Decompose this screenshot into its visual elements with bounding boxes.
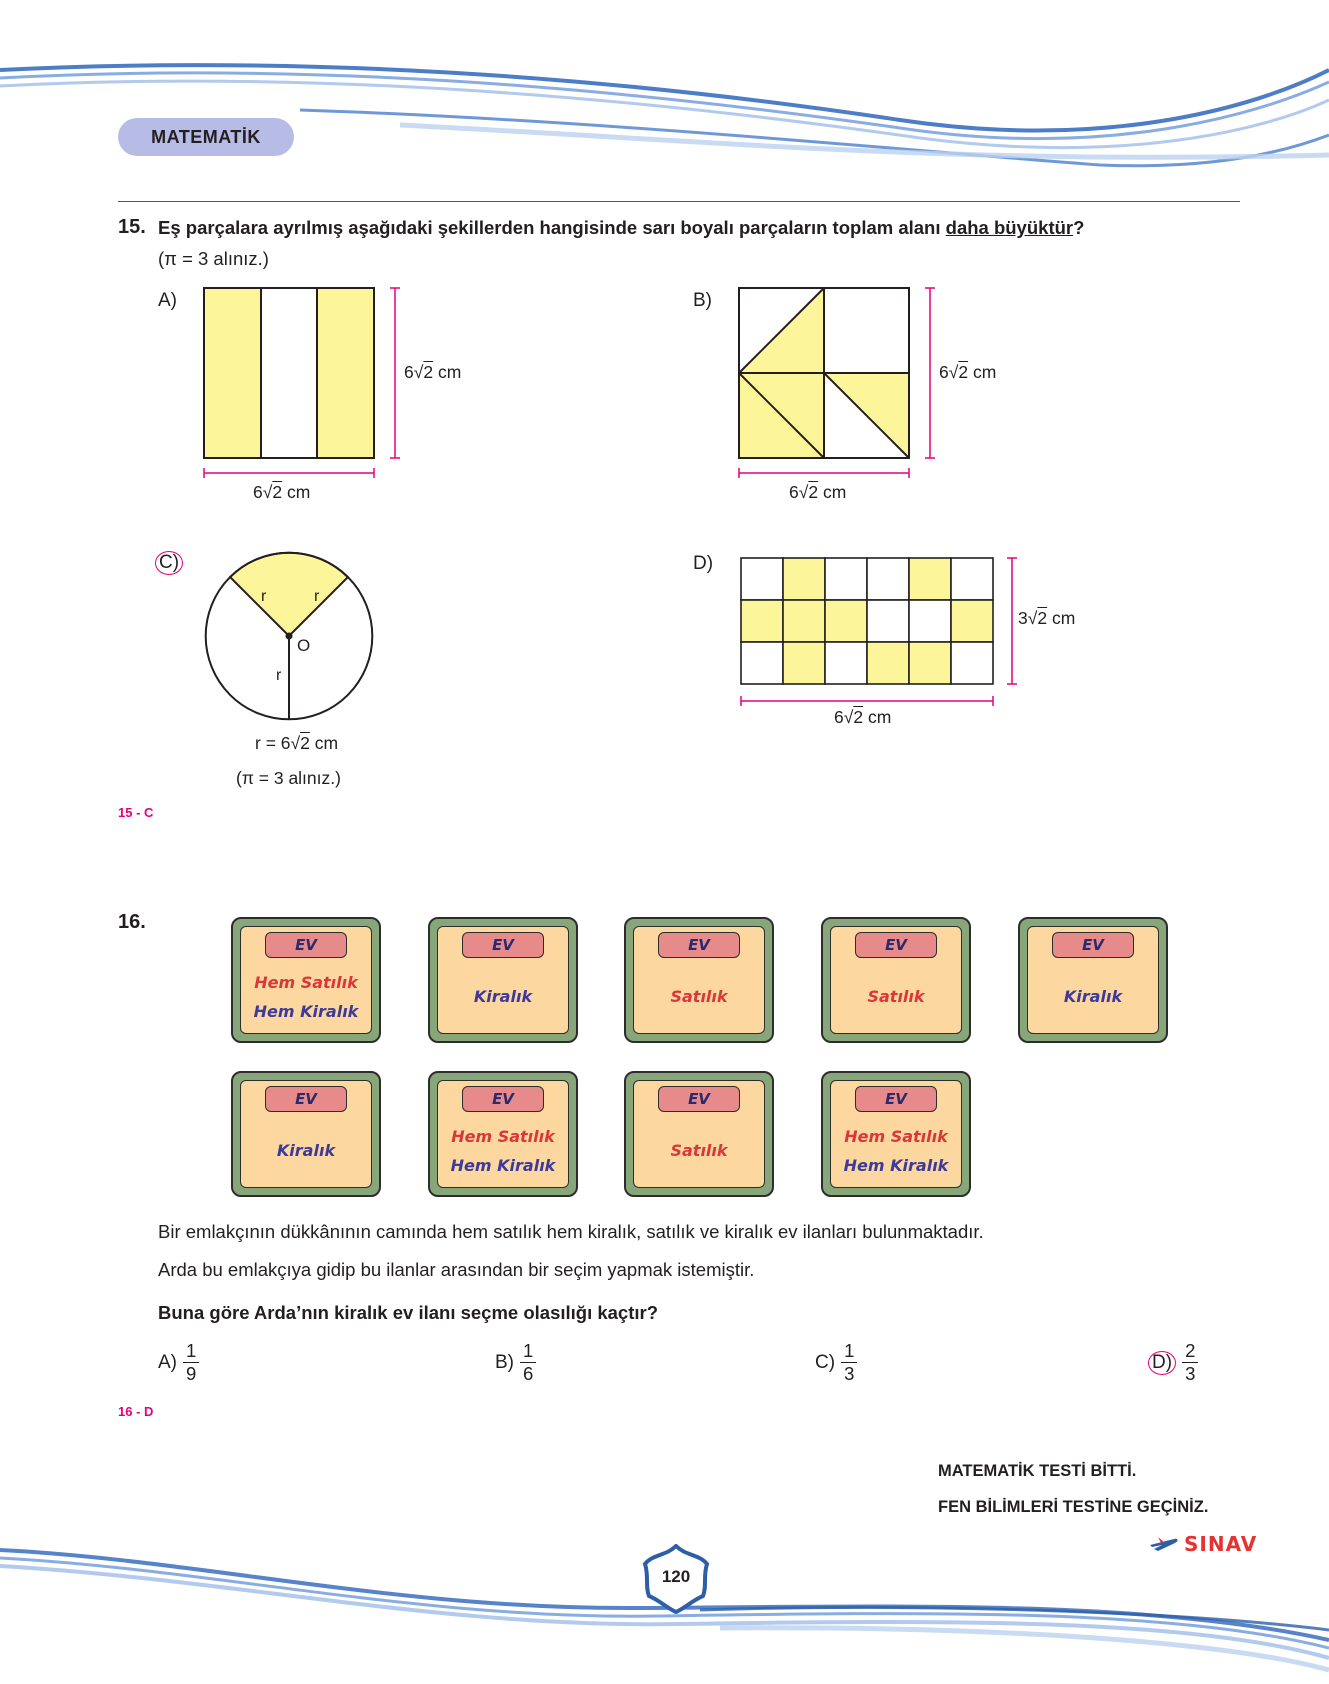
q16-paragraph-2: Arda bu emlakçıya gidip bu ilanlar arasından bir seçim yapmak istemiştir.	[158, 1259, 755, 1280]
listing-card-line: Hem Kiralık	[253, 1001, 359, 1021]
q16-choice-b[interactable]	[495, 1340, 536, 1385]
listing-card-line: Hem Satılık	[451, 1126, 555, 1146]
q15-option-c-figure	[190, 545, 390, 725]
q16-choice-c-label: C)	[815, 1351, 836, 1373]
q16-number: 16.	[118, 911, 146, 933]
q15-pi-note: (π = 3 alınız.)	[158, 248, 269, 269]
listing-card-tag: EV	[462, 932, 544, 958]
q15-stem-end: ?	[1073, 217, 1085, 238]
q16-choice-a[interactable]	[158, 1340, 199, 1385]
listing-card-tag: EV	[462, 1086, 544, 1112]
q15-option-b-width-label: 6√2 cm	[789, 482, 847, 502]
q16-choice-a-fraction: $\frac{1}{9}$	[183, 1340, 199, 1385]
grid-cell	[951, 642, 993, 684]
q15-option-b-label: B)	[693, 290, 712, 311]
listing-card-line: Kiralık	[276, 1141, 336, 1160]
grid-cell	[783, 642, 825, 684]
listing-card-body	[831, 960, 961, 1033]
q16-choice-d-fraction: $\frac{2}{3}$	[1182, 1340, 1198, 1385]
q15-option-d-grid	[741, 558, 993, 684]
listing-card-body	[634, 960, 764, 1033]
listing-card-panel	[240, 926, 372, 1034]
grid-cell	[909, 600, 951, 642]
q15-option-c-r-right: r	[314, 588, 320, 605]
q16-choice-a-label: A)	[158, 1351, 177, 1373]
listing-card-tag: EV	[658, 1086, 740, 1112]
listing-card-panel	[633, 926, 765, 1034]
q15-option-c-r-down: r	[276, 667, 282, 684]
q15-stem-underlined: daha büyüktür	[945, 217, 1074, 238]
q15-option-b-side-label: 6√2 cm	[939, 362, 997, 382]
listing-card-line: Hem Satılık	[844, 1126, 948, 1146]
listing-card	[821, 917, 971, 1043]
listing-card-body	[438, 960, 568, 1033]
page-number: 120	[661, 1567, 691, 1586]
q15-number: 15.	[118, 216, 146, 238]
grid-cell	[825, 642, 867, 684]
listing-card-panel	[1027, 926, 1159, 1034]
q15-option-d-label: D)	[693, 553, 714, 574]
listing-card	[428, 917, 578, 1043]
grid-cell	[867, 600, 909, 642]
grid-cell	[783, 558, 825, 600]
listing-card-body	[634, 1114, 764, 1187]
listing-card	[231, 1071, 381, 1197]
footer-test-end: MATEMATİK TESTİ BİTTİ.	[938, 1462, 1137, 1480]
listing-card-body	[831, 1114, 961, 1187]
listing-card-panel	[830, 1080, 962, 1188]
q16-paragraph-1: Bir emlakçının dükkânının camında hem satılık hem kiralık, satılık ve kiralık ev ilanları bulunmaktadır.	[158, 1221, 984, 1242]
q15-option-c-label	[155, 551, 183, 575]
q15-option-c-r-left: r	[261, 588, 267, 605]
listing-card-body	[241, 960, 371, 1033]
listing-card-tag: EV	[855, 1086, 937, 1112]
listing-card-line: Kiralık	[473, 987, 533, 1006]
listing-card-panel	[830, 926, 962, 1034]
listing-card-panel	[437, 926, 569, 1034]
listing-card	[1018, 917, 1168, 1043]
footer-next-test: FEN BİLİMLERİ TESTİNE GEÇİNİZ.	[938, 1498, 1209, 1516]
listing-card-line: Satılık	[670, 987, 728, 1006]
listing-card-line: Hem Kiralık	[450, 1155, 556, 1175]
listing-card-line: Kiralık	[1063, 987, 1123, 1006]
listing-card-panel	[633, 1080, 765, 1188]
q15-stem	[158, 217, 1238, 239]
listing-card-tag: EV	[265, 932, 347, 958]
q16-choice-d-label: D)	[1148, 1351, 1176, 1375]
listing-card	[821, 1071, 971, 1197]
brand-name: SINAV	[1184, 1532, 1258, 1556]
grid-cell	[741, 600, 783, 642]
grid-cell	[741, 558, 783, 600]
listing-card-body	[241, 1114, 371, 1187]
q16-choice-c[interactable]	[815, 1340, 857, 1385]
q15-option-a-width-label: 6√2 cm	[253, 482, 311, 502]
grid-cell	[825, 600, 867, 642]
grid-cell	[909, 642, 951, 684]
listing-card	[231, 917, 381, 1043]
listing-card-line: Hem Satılık	[254, 972, 358, 992]
listing-card	[624, 917, 774, 1043]
listing-card-tag: EV	[1052, 932, 1134, 958]
grid-cell	[867, 642, 909, 684]
q16-choice-c-fraction: $\frac{1}{3}$	[841, 1340, 857, 1385]
q15-option-c-circled: C)	[155, 551, 183, 575]
q16-choice-b-fraction: $\frac{1}{6}$	[520, 1340, 536, 1385]
q15-option-a-side-label: 6√2 cm	[404, 362, 462, 382]
grid-cell	[909, 558, 951, 600]
q15-option-d-width-label: 6√2 cm	[834, 707, 892, 727]
grid-cell	[825, 558, 867, 600]
q16-question: Buna göre Arda’nın kiralık ev ilanı seçme olasılığı kaçtır?	[158, 1302, 659, 1323]
q15-option-c-radius-label: r = 6√2 cm	[255, 733, 339, 753]
grid-cell	[867, 558, 909, 600]
subject-badge: MATEMATİK	[118, 118, 294, 156]
listing-card-line: Satılık	[670, 1141, 728, 1160]
q16-choice-d[interactable]	[1148, 1340, 1198, 1385]
q15-stem-text: Eş parçalara ayrılmış aşağıdaki şekillerden hangisinde sarı boyalı parçaların toplam alanı	[158, 217, 946, 238]
q16-choice-b-label: B)	[495, 1351, 514, 1373]
listing-card-panel	[437, 1080, 569, 1188]
listing-card-body	[438, 1114, 568, 1187]
listing-card-line: Satılık	[867, 987, 925, 1006]
q15-answer-key: 15 - C	[118, 805, 154, 820]
listing-card-tag: EV	[265, 1086, 347, 1112]
q15-option-a-figure	[190, 280, 410, 480]
header-wave-decoration	[0, 0, 1329, 200]
listing-card-tag: EV	[855, 932, 937, 958]
listing-card-body	[1028, 960, 1158, 1033]
q15-option-c-pi-note: (π = 3 alınız.)	[236, 768, 341, 788]
q15-option-d-figure	[725, 550, 1045, 720]
listing-card	[624, 1071, 774, 1197]
q15-option-a-label: A)	[158, 290, 177, 311]
listing-card-tag: EV	[658, 932, 740, 958]
listing-card-panel	[240, 1080, 372, 1188]
q15-option-b-figure	[725, 280, 945, 480]
grid-cell	[783, 600, 825, 642]
grid-cell	[951, 600, 993, 642]
grid-cell	[741, 642, 783, 684]
listing-card-line: Hem Kiralık	[843, 1155, 949, 1175]
q15-option-c-center: O	[297, 636, 311, 655]
grid-cell	[951, 558, 993, 600]
q15-option-d-height-label: 3√2 cm	[1018, 608, 1076, 628]
listing-card	[428, 1071, 578, 1197]
header-divider	[118, 201, 1240, 202]
q16-answer-key: 16 - D	[118, 1404, 154, 1419]
